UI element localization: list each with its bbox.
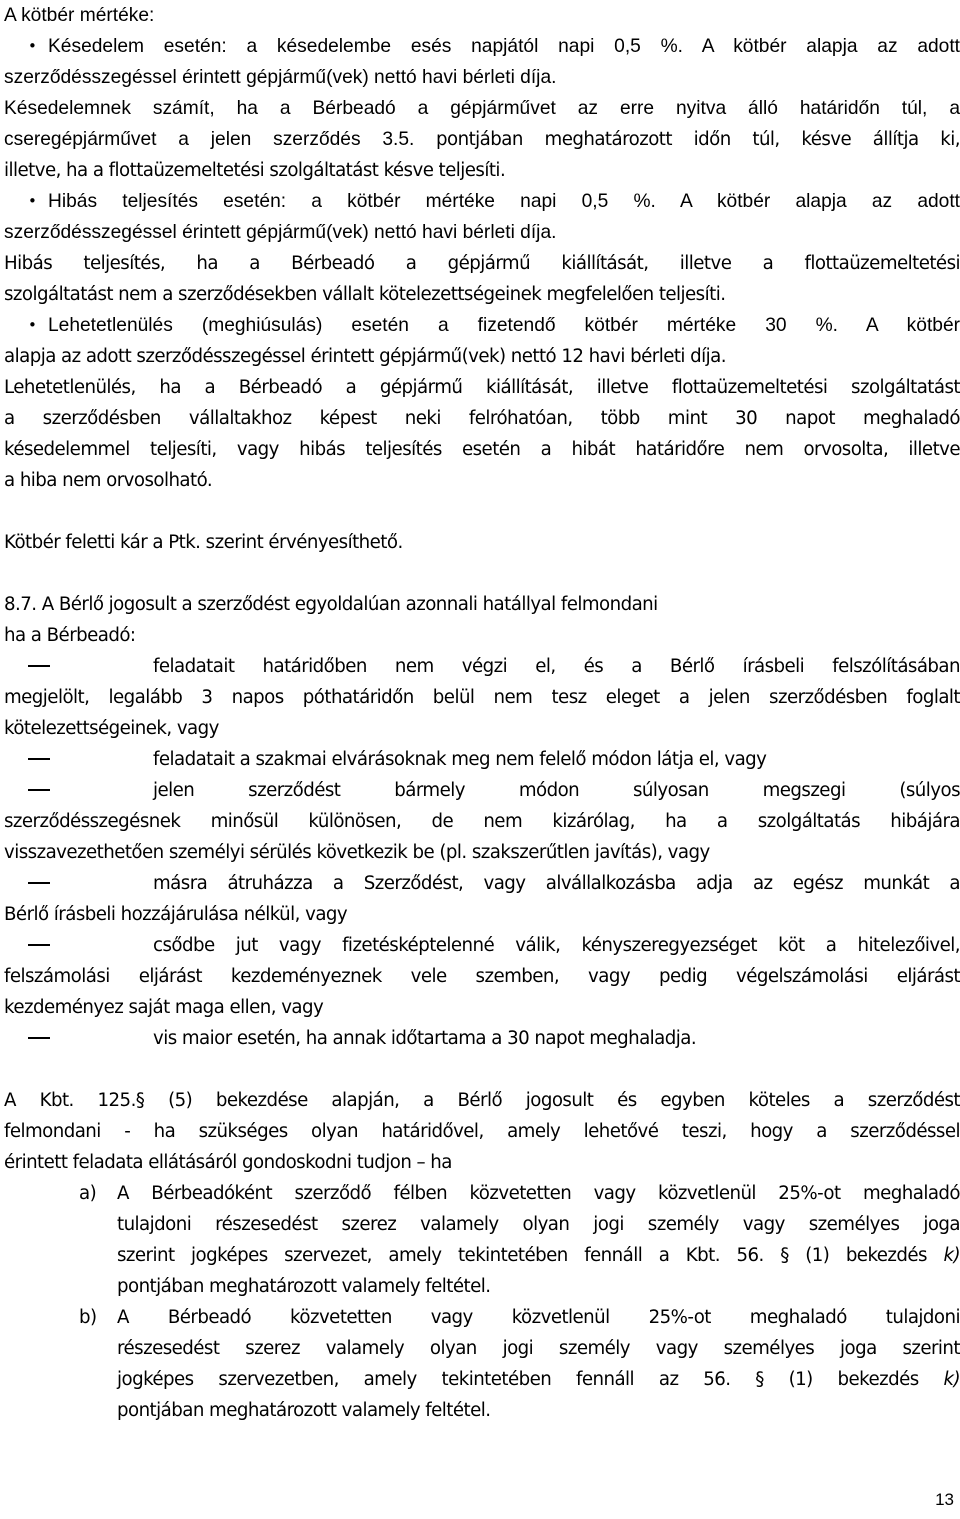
page-number: 13 [935, 1490, 954, 1509]
dash-marker [28, 1037, 50, 1039]
document-page [4, 0, 960, 1426]
spacer [4, 1054, 960, 1085]
dash-item: jelen szerződést bármely módon súlyosan megszegi (súlyos [4, 775, 960, 806]
dash-item: feladatait a szakmai elvárásoknak meg nem felelő módon látja el, vagy [4, 744, 960, 775]
dash-item-cont: felszámolási eljárást kezdeményeznek vele szemben, vagy pedig végelszámolási eljárást [4, 966, 960, 987]
bullet-impossible-line-5: késedelemmel teljesíti, vagy hibás teljesítés esetén a hibát határidőre nem orvosolta, illetve [4, 439, 960, 460]
bullet-faulty-line-1: • Hibás teljesítés esetén: a kötbér mértéke napi 0,5 %. A kötbér alapja az adott [4, 186, 960, 217]
section-8-7-line-2: ha a Bérbeadó: [4, 625, 136, 646]
alpha-item-cont: részesedést szerez valamely olyan jogi személy vagy személyes joga szerint [117, 1338, 960, 1359]
bullet-faulty-line-4: szolgáltatást nem a szerződésekben vállalt kötelezettségeinek megfelelően teljesíti. [4, 284, 726, 305]
bullet-impossible-line-6: a hiba nem orvosolható. [4, 470, 213, 491]
alpha-item-cont: pontjában meghatározott valamely feltétel. [117, 1400, 491, 1421]
alpha-item-cont: jogképes szervezetben, amely tekintetében fennáll az 56. § (1) bekezdés k) [117, 1369, 960, 1390]
dash-marker [28, 758, 50, 760]
bullet-impossible-line-1: • Lehetetlenülés (meghiúsulás) esetén a fizetendő kötbér mértéke 30 %. A kötbér [4, 310, 960, 341]
bullet-marker: • [28, 192, 37, 210]
damage-note: Kötbér feletti kár a Ptk. szerint érvényesíthető. [4, 532, 403, 553]
alpha-item: a) A Bérbeadóként szerződő félben közvetetten vagy közvetlenül 25%-ot meghaladó [4, 1178, 960, 1209]
intro-title: A kötbér mértéke: [4, 5, 155, 26]
bullet-impossible-line-3: Lehetetlenülés, ha a Bérbeadó a gépjármű kiállítását, illetve flottaüzemeltetési szolgáltatást [4, 377, 960, 398]
alpha-item: b) A Bérbeadó közvetetten vagy közvetlenül 25%-ot meghaladó tulajdoni [4, 1302, 960, 1333]
bullet-delay-line-1: • Késedelem esetén: a késedelembe esés napjától napi 0,5 %. A kötbér alapja az adott [4, 31, 960, 62]
section-number: 8.7. [4, 594, 37, 615]
alpha-item-cont: szerint jogképes szervezet, amely tekintetében fennáll a Kbt. 56. § (1) bekezdés k) [117, 1245, 960, 1266]
kbt-line-2: felmondani - ha szükséges olyan határidővel, amely lehetővé teszi, hogy a szerződéssel [4, 1121, 960, 1142]
dash-item: vis maior esetén, ha annak időtartama a 30 napot meghaladja. [4, 1023, 960, 1054]
bullet-marker: • [28, 316, 37, 334]
section-8-7-heading: 8.7. A Bérlő jogosult a szerződést egyoldalúan azonnali hatállyal felmondani [4, 594, 658, 615]
bullet-impossible-line-4: a szerződésben vállaltakhoz képest neki felróhatóan, több mint 30 napot meghaladó [4, 408, 960, 429]
dash-item-cont: visszavezethetően személyi sérülés következik be (pl. szakszerűtlen javítás), vagy [4, 842, 710, 863]
spacer [4, 558, 960, 589]
bullet-impossible-line-2: alapja az adott szerződésszegéssel érintett gépjármű(vek) nettó 12 havi bérleti díja. [4, 346, 726, 367]
dash-item-cont: megjelölt, legalább 3 napos póthatáridőn belül nem tesz eleget a jelen szerződésben foglalt [4, 687, 960, 708]
dash-item: másra átruházza a Szerződést, vagy alvállalkozásba adja az egész munkát a [4, 868, 960, 899]
kbt-line-1: A Kbt. 125.§ (5) bekezdése alapján, a Bérlő jogosult és egyben köteles a szerződést [4, 1090, 960, 1111]
alpha-item-cont: pontjában meghatározott valamely feltétel. [117, 1276, 491, 1297]
spacer [4, 496, 960, 527]
dash-item-cont: Bérlő írásbeli hozzájárulása nélkül, vagy [4, 904, 348, 925]
bullet-delay-line-3: Késedelemnek számít, ha a Bérbeadó a gépjárművet az erre nyitva álló határidőn túl, a [4, 98, 960, 119]
dash-item: feladatait határidőben nem végzi el, és a Bérlő írásbeli felszólításában [4, 651, 960, 682]
bullet-delay-line-2: szerződésszegéssel érintett gépjármű(vek) nettó havi bérleti díja. [4, 67, 557, 88]
dash-marker [28, 882, 50, 884]
dash-marker [28, 944, 50, 946]
dash-marker [28, 789, 50, 791]
kbt-line-3: érintett feladata ellátásáról gondoskodni tudjon – ha [4, 1152, 452, 1173]
bullet-faulty-line-2: szerződésszegéssel érintett gépjármű(vek) nettó havi bérleti díja. [4, 222, 557, 243]
dash-marker [28, 665, 50, 667]
dash-item-cont: kezdeményez saját maga ellen, vagy [4, 997, 324, 1018]
bullet-delay-line-5: illetve, ha a flottaüzemeltetési szolgáltatást késve teljesíti. [4, 160, 506, 181]
alpha-item-cont: tulajdoni részesedést szerez valamely olyan jogi személy vagy személyes joga [117, 1214, 960, 1235]
alpha-marker: b) [79, 1307, 97, 1328]
dash-item-cont: szerződésszegésnek minősül különösen, de nem kizárólag, ha a szolgáltatás hibájára [4, 811, 960, 832]
bullet-delay-line-4: cseregépjárművet a jelen szerződés 3.5. pontjában meghatározott időn túl, késve állítja ki, [4, 129, 960, 150]
alpha-marker: a) [79, 1183, 97, 1204]
bullet-marker: • [28, 37, 37, 55]
bullet-faulty-line-3: Hibás teljesítés, ha a Bérbeadó a gépjármű kiállítását, illetve a flottaüzemeltetési [4, 253, 960, 274]
dash-item-cont: kötelezettségeinek, vagy [4, 718, 219, 739]
dash-item: csődbe jut vagy fizetésképtelenné válik, kényszeregyezséget köt a hitelezőivel, [4, 930, 960, 961]
